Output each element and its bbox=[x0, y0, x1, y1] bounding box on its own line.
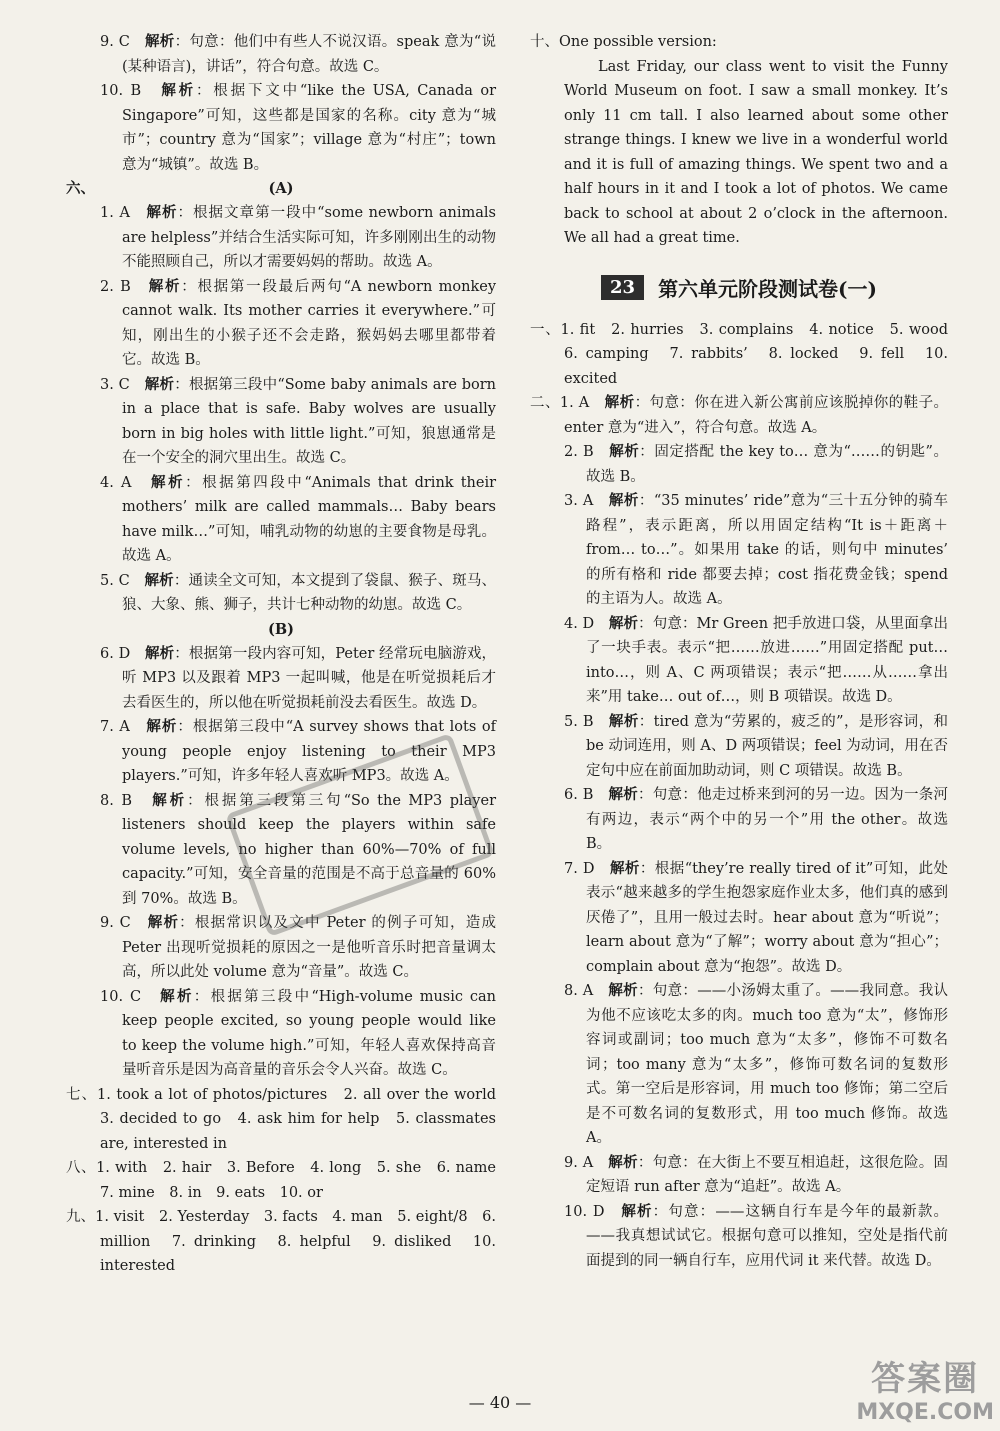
answer-item bbox=[530, 857, 948, 980]
answer-text: ：句意：——这辆自行车是今年的最新款。——我真想试试它。根据句意可以推知，空处是指代前面提到的同一辆自行车，应用代词 it 来代替。故选 D。 bbox=[586, 1203, 949, 1269]
answer-number: 6. B bbox=[564, 787, 594, 803]
answer-number: 10. D bbox=[564, 1203, 605, 1220]
analysis-label: 解析 bbox=[160, 987, 194, 1005]
answer-text: ：根据第一段内容可知，Peter 经常玩电脑游戏，听 MP3 以及跟着 MP3 一起叫喊，他是在听觉损耗后才去看医生的，所以他在听觉损耗前没去看医生。故选 D。 bbox=[122, 645, 497, 711]
essay-intro: One possible version: bbox=[559, 34, 717, 50]
answer-number: 9. C bbox=[100, 915, 131, 931]
answer-text: ：“35 minutes’ ride”意为“三十五分钟的骑车路程”，表示距离，所以用固定结构“It is＋距离＋from… to…”。如果用 take 的话，则句中 minutes’ 的所有格和 ride 都要去掉；cost 指花费金钱；spend 的主语为人。故选 A。 bbox=[586, 493, 948, 607]
answer-text: ：根据第一段最后两句“A newborn monkey cannot walk. Its mother carries it everywhere.”可知，刚出生的小猴子还不会走路，猴妈妈去哪里都带着它。故选 B。 bbox=[122, 278, 497, 368]
answer-item bbox=[530, 710, 948, 784]
answer-item bbox=[66, 471, 496, 569]
answer-text: 1. with 2. hair 3. Before 4. long 5. she 6. name 7. mine 8. in 9. eats 10. or bbox=[96, 1160, 511, 1201]
answer-number: 7. A bbox=[100, 719, 130, 735]
analysis-label: 解析 bbox=[604, 394, 635, 411]
answer-item bbox=[530, 783, 948, 857]
answer-item bbox=[66, 275, 496, 373]
right-column bbox=[530, 30, 963, 1273]
analysis-label: 解析 bbox=[144, 375, 175, 393]
answer-text: ：固定搭配 the key to… 意为“……的钥匙”。故选 B。 bbox=[586, 444, 949, 485]
section-header bbox=[66, 618, 496, 642]
unit-number-badge: 23 bbox=[601, 275, 644, 300]
page-number: — 40 — bbox=[468, 1393, 532, 1412]
answer-text: ：根据“they’re really tired of it”可知，此处表示“越来越多的学生抱怨家庭作业太多，他们真的感到厌倦了”，且用一般过去时。hear about 意为“听说”；learn about 意为“了解”；worry about 意为“担心”；complain about 意为“抱怨”。故选 D。 bbox=[586, 860, 949, 975]
answer-text: ：根据第三段中“Some baby animals are born in a place that is safe. Baby wolves are usually born in big holes with little light.”可知，狼崽通常是在一个安全的洞穴里出生。故选 C。 bbox=[122, 376, 497, 466]
answer-item bbox=[530, 612, 948, 710]
answer-text: ：根据第三段中“High-volume music can keep people excited, so young people would like to keep the volume high.”可知，年轻人喜欢保持高音量听音乐是因为高音量的音乐会令人兴奋。故选 C。 bbox=[122, 988, 497, 1078]
analysis-label: 解析 bbox=[608, 1153, 638, 1171]
section-header bbox=[66, 177, 496, 201]
answer-number: 3. A bbox=[564, 493, 594, 509]
answer-text: 1. took a lot of photos/pictures 2. all over the world 3. decided to go 4. ask him for help 5. classmates are, interested in bbox=[96, 1086, 511, 1152]
answer-text: ：句意：你在进入新公寓前应该脱掉你的鞋子。enter 意为“进入”，符合句意。故选 A。 bbox=[564, 395, 949, 436]
section-ten bbox=[530, 30, 948, 55]
answer-text: ：通读全文可知，本文提到了袋鼠、猴子、斑马、狼、大象、熊、狮子，共计七种动物的幼崽。故选 C。 bbox=[122, 572, 497, 613]
answer-item bbox=[66, 642, 496, 716]
answer-number: 10. C bbox=[100, 988, 142, 1005]
watermark-text: 答案圈 bbox=[871, 1359, 980, 1399]
answer-item bbox=[66, 201, 496, 275]
section-answers bbox=[66, 1156, 511, 1205]
analysis-label: 解析 bbox=[608, 786, 638, 803]
answer-item bbox=[530, 979, 948, 1151]
unit-heading bbox=[530, 273, 948, 302]
answer-text: ：句意：——小汤姆太重了。——我同意。我认为他不应该吃太多的肉。much too 意为“太”，修饰形容词或副词；too much 意为“太多”，修饰不可数名词；too many 意为“太多”，修饰可数名词的复数形式。第一空后是形容词，用 much too 修饰；第二空后是不可数名词的复数形式，用 too much 修饰。故选 A。 bbox=[586, 983, 949, 1146]
analysis-label: 解析 bbox=[608, 614, 639, 632]
answer-text: ：tired 意为“劳累的，疲乏的”，是形容词，和 be 动词连用，则 A、D 两项错误；feel 为动词，用在否定句中应在前面加助动词，则 C 项错误。故选 B。 bbox=[586, 713, 949, 779]
answer-item bbox=[530, 489, 948, 612]
analysis-label: 解析 bbox=[146, 204, 178, 221]
answer-text: ：根据下文中“like the USA, Canada or Singapore”可知，这些都是国家的名称。city 意为“城市”；country 意为“国家”；village 意为“村庄”；town 意为“城镇”。故选 B。 bbox=[122, 83, 497, 173]
answer-text: ：句意：Mr Green 把手放进口袋，从里面拿出了一块手表。表示“把……放进……”用固定搭配 put… into…，则 A、C 两项错误；表示“把……从……拿出来”用 take… out of…，则 B 项错误。故选 D。 bbox=[586, 615, 948, 705]
watermark-url: MXQE.COM bbox=[856, 1400, 994, 1425]
analysis-label: 解析 bbox=[608, 982, 638, 999]
answer-number: 4. D bbox=[564, 615, 595, 632]
analysis-label: 解析 bbox=[152, 791, 188, 809]
answer-number: 5. C bbox=[100, 572, 130, 589]
answer-item bbox=[530, 1151, 948, 1200]
answer-number: 1. A bbox=[100, 205, 130, 221]
answer-text: ：根据第四段中“Animals that drink their mothers’ milk are called mammals… Baby bears have milk…”可知，哺乳动物的幼崽的主要食物是母乳。故选 A。 bbox=[122, 474, 497, 564]
section-label: 十、 bbox=[530, 34, 559, 50]
analysis-label: 解析 bbox=[148, 277, 182, 295]
answer-number: 4. A bbox=[100, 474, 132, 491]
section-answers bbox=[66, 1083, 511, 1157]
essay-text: Last Friday, our class went to visit the Funny World Museum on foot. I saw a small monkey. It’s only 11 cm tall. I also learned about some other strange things. I knew we live in a wonderful world and it is full of amazing things. We spent two and a half hours in it and I took a lot of photos. We came back to school at about 2 o’clock in the afternoon. We all had a great time. bbox=[564, 58, 948, 246]
answer-text: ：句意：在大街上不要互相追赶，这很危险。固定短语 run after 意为“追赶”。故选 A。 bbox=[586, 1154, 949, 1195]
answer-item bbox=[530, 440, 948, 489]
analysis-label: 解析 bbox=[144, 571, 174, 589]
answer-item bbox=[66, 30, 496, 79]
answer-item bbox=[66, 985, 496, 1083]
answer-text: ：根据文章第一段中“some newborn animals are helpless”并结合生活实际可知，许多刚刚出生的动物不能照顾自己，所以才需要妈妈的帮助。故选 A。 bbox=[122, 205, 496, 270]
analysis-label: 解析 bbox=[608, 712, 639, 730]
answer-number: 八、 bbox=[66, 1160, 97, 1176]
answer-number: 8. A bbox=[564, 983, 594, 999]
analysis-label: 解析 bbox=[151, 473, 186, 491]
answer-number: 七、 bbox=[66, 1086, 97, 1103]
answer-text: ：根据第三段第三句“So the MP3 player listeners should keep the players within safe volume levels, no higher than 60%—70% of full capacity.”可知，安全音量的范围是不高于总音量的 60% 到 70%。故选 B。 bbox=[122, 792, 496, 907]
section-answers bbox=[66, 1205, 496, 1279]
answer-text: 1. fit 2. hurries 3. complains 4. notice 5. wood 6. camping 7. rabbits’ 8. locked 9. fell 10. excited bbox=[560, 321, 963, 387]
analysis-label: 解析 bbox=[609, 443, 640, 460]
answer-text: 1. visit 2. Yesterday 3. facts 4. man 5. eight/8 6. million 7. drinking 8. helpful 9. disliked 10. interested bbox=[95, 1209, 496, 1274]
answer-number: 6. D bbox=[100, 645, 131, 662]
analysis-label: 解析 bbox=[146, 718, 178, 735]
section-answers bbox=[530, 391, 948, 440]
section-label: 六、 bbox=[66, 180, 95, 197]
answer-number: 8. B bbox=[100, 792, 132, 809]
answer-item bbox=[66, 569, 496, 618]
answer-number: 1. A bbox=[559, 395, 605, 411]
analysis-label: 解析 bbox=[621, 1202, 653, 1220]
analysis-label: 解析 bbox=[144, 33, 175, 50]
answer-number: 一、 bbox=[530, 321, 561, 338]
unit-title: 第六单元阶段测试卷(一) bbox=[658, 276, 877, 301]
passage-label: (B) bbox=[268, 620, 294, 638]
analysis-label: 解析 bbox=[147, 914, 180, 931]
answer-number: 5. B bbox=[564, 713, 594, 730]
passage-label: (A) bbox=[268, 180, 294, 197]
analysis-label: 解析 bbox=[609, 859, 640, 877]
analysis-label: 解析 bbox=[161, 82, 196, 99]
watermark-logo bbox=[856, 1351, 994, 1425]
answer-number: 2. B bbox=[564, 444, 594, 460]
left-column bbox=[66, 30, 511, 1279]
analysis-label: 解析 bbox=[608, 492, 639, 509]
answer-text: ：句意：他们中有些人不说汉语。speak 意为“说(某种语言)，讲话”，符合句意。故选 C。 bbox=[122, 34, 497, 75]
answer-item bbox=[66, 79, 496, 177]
answer-number: 10. B bbox=[100, 83, 142, 99]
answer-list-right bbox=[530, 318, 963, 1274]
answer-text: ：句意：他走过桥来到河的另一边。因为一条河有两边，表示“两个中的另一个”用 the other。故选 B。 bbox=[586, 787, 949, 852]
answer-item bbox=[530, 1200, 948, 1274]
answer-number: 3. C bbox=[100, 376, 130, 393]
answer-number: 2. B bbox=[100, 278, 131, 295]
answer-text: ：根据第三段中“A survey shows that lots of young people enjoy listening to their MP3 players.”可知，许多年轻人喜欢听 MP3。故选 A。 bbox=[122, 719, 496, 784]
section-answers bbox=[530, 318, 963, 392]
answer-number: 7. D bbox=[564, 860, 595, 877]
answer-number: 二、 bbox=[530, 395, 560, 411]
answer-number: 9. A bbox=[564, 1154, 594, 1171]
answer-number: 9. C bbox=[100, 34, 130, 50]
answer-item bbox=[66, 373, 496, 471]
analysis-label: 解析 bbox=[145, 644, 175, 662]
answer-text: ：根据常识以及文中 Peter 的例子可知，造成 Peter 出现听觉损耗的原因之一是他听音乐时把音量调太高，所以此处 volume 意为“音量”。故选 C。 bbox=[122, 915, 496, 980]
answer-number: 九、 bbox=[66, 1209, 96, 1225]
